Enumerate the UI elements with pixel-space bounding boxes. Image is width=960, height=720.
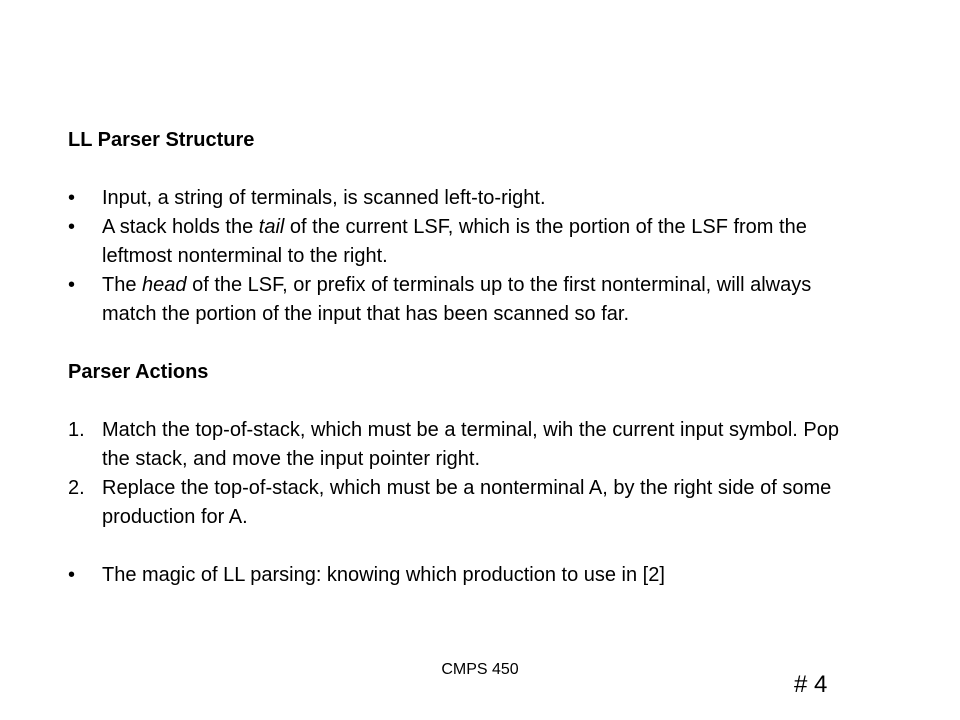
numbered-text: Match the top-of-stack, which must be a terminal, wih the current input symbol. Pop the stack, and move the input pointer right. <box>102 419 839 470</box>
bullet-item <box>68 184 868 213</box>
text-run: of the LSF, or prefix of terminals up to the first nonterminal, will always match the portion of the input that has been scanned so far. <box>102 274 812 325</box>
bullet-text <box>102 271 868 329</box>
spacer <box>68 155 868 184</box>
page-number: # 4 <box>794 671 828 698</box>
slide-content <box>68 126 868 590</box>
emphasis-text: tail <box>258 216 285 238</box>
bullet-marker: • <box>68 216 76 238</box>
number-marker: 1. <box>68 419 85 441</box>
numbered-item <box>68 416 868 474</box>
text-run: Input, a string of terminals, is scanned left-to-right. <box>102 187 546 209</box>
section-heading-parser-actions: Parser Actions <box>68 361 209 383</box>
footer-course: CMPS 450 <box>441 661 519 678</box>
emphasis-text: head <box>142 274 187 296</box>
spacer <box>68 532 868 561</box>
text-run: A stack holds the <box>102 216 259 238</box>
bullet-item <box>68 271 868 329</box>
numbered-text: Replace the top-of-stack, which must be a nonterminal A, by the right side of some production for A. <box>102 477 832 528</box>
bullet-text: The magic of LL parsing: knowing which production to use in [2] <box>102 564 665 586</box>
spacer <box>68 329 868 358</box>
bullet-item <box>68 213 868 271</box>
bullet-item <box>68 561 868 590</box>
bullet-text <box>102 184 868 213</box>
bullet-marker: • <box>68 187 76 209</box>
bullet-marker: • <box>68 274 76 296</box>
text-run: of the current LSF, which is the portion of the LSF from the leftmost nonterminal to the right. <box>102 216 807 267</box>
bullet-marker: • <box>68 564 76 586</box>
bullet-text <box>102 213 868 271</box>
numbered-item <box>68 474 868 532</box>
spacer <box>68 387 868 416</box>
number-marker: 2. <box>68 477 85 499</box>
section-heading-parser-structure: LL Parser Structure <box>68 129 255 151</box>
text-run: The <box>102 274 143 296</box>
